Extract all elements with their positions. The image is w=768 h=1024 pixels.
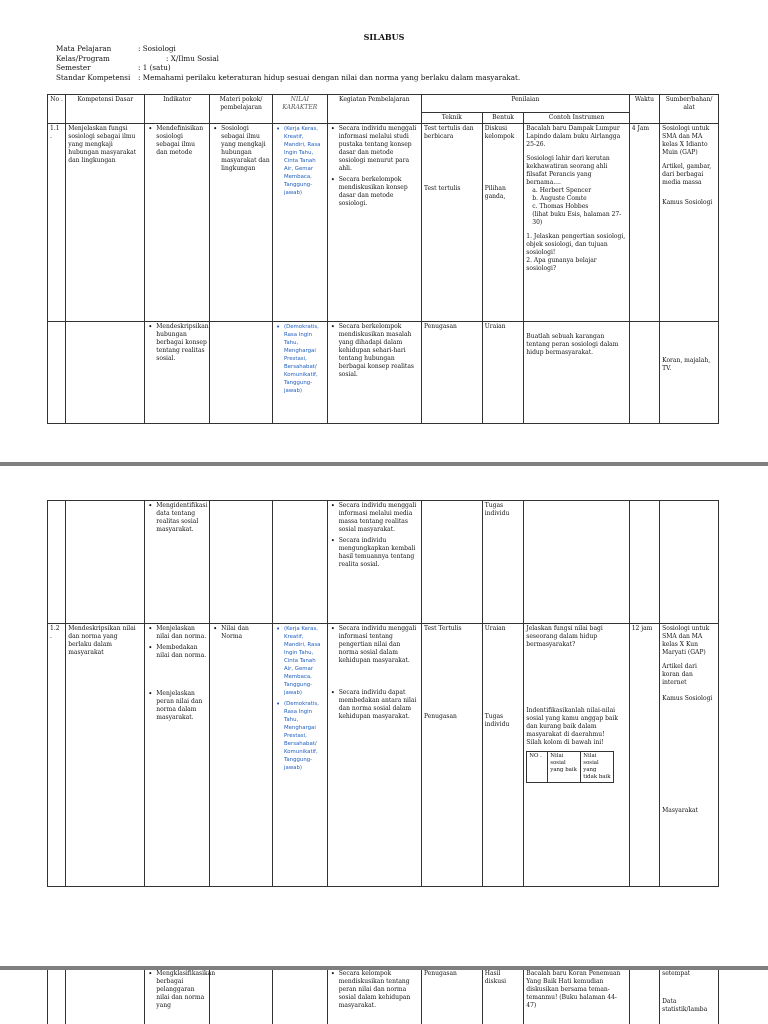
meta-label: Mata Pelajaran <box>56 44 112 53</box>
instrumen-text: Bacalah baru Dampak Lumpur Lapindo dalam buku Airlangga 25-26. <box>526 125 621 148</box>
meta-value: : 1 (satu) <box>138 63 171 73</box>
instrumen-text: (lihat buku Esis, halaman 27-30) <box>532 211 622 226</box>
instrumen-text: 1. Jelaskan pengertian sosiologi, objek sosiologi, dan tujuan sosiologi! <box>526 233 626 256</box>
header-instrumen: Contoh Instrumen <box>524 113 629 124</box>
instrumen-text: Buatlah sebuah karangan tentang peran sosiologi dalam hidup bermasyarakat. <box>526 333 619 356</box>
karakter-item: • (Kerja Keras, Kreatif, Mandiri, Rasa Ingin Tahu, Cinta Tanah Air, Gemar Membaca, Tanggung-jawab) <box>284 125 325 197</box>
kegiatan-item: • Secara individu mengungkapkan kembali hasil temuannya tentang realita sosial. <box>339 537 419 569</box>
indikator-item: • Menjelaskan nilai dan norma. <box>156 625 207 641</box>
nilai-table-header: Nilai sosial yang baik <box>548 752 581 783</box>
option-item: b. Auguste Comte <box>532 195 587 202</box>
meta-value: : Sosiologi <box>138 44 176 53</box>
nilai-table-header: NO . <box>527 752 548 783</box>
row-number: 1.2 . <box>48 624 66 887</box>
teknik-text: Penugasan <box>421 970 482 1024</box>
teknik-text: Penugasan <box>421 322 482 424</box>
option-item: c. Thomas Hobbes <box>532 203 589 210</box>
header-penilaian: Penilaian <box>421 95 629 113</box>
teknik-text: Test tertulis dan berbicara <box>423 125 474 140</box>
kegiatan-item: • Secara kelompok mendiskusikan tentang peran nilai dan norma sosial dalam kehidupan masyarakat. <box>339 970 419 1010</box>
page-2 <box>0 466 768 966</box>
meta-label: Kelas/Program <box>56 53 110 63</box>
document-title: SILABUS <box>363 32 405 42</box>
header-sumber: Sumber/bahan/ alat <box>660 95 719 124</box>
meta-label: Semester <box>56 63 91 73</box>
indikator-item: • Membedakan nilai dan norma. <box>156 644 207 660</box>
sumber-text: Data statistik/lamba <box>662 998 708 1013</box>
kegiatan-item: • Secara individu menggali informasi melalui media massa tentang realitas sosial masyarakat. <box>339 502 419 534</box>
sumber-text: Kamus Sosiologi <box>662 695 713 702</box>
meta-label: Standar Kompetensi <box>56 72 131 82</box>
kompetensi-dasar: Menjelaskan fungsi sosiologi sebagai ilmu yang mengkaji hubungan masyarakat dan lingkungan <box>66 124 145 322</box>
kompetensi-dasar: Mendeskripsikan nilai dan norma yang berlaku dalam masyarakat <box>66 624 145 887</box>
header-materi: Materi pokok/ pembelajaran <box>210 95 273 124</box>
waktu-text: 4 Jam <box>629 124 659 322</box>
header-karakter: NILAI KARAKTER <box>272 95 327 124</box>
nilai-table-header: Nilai sosial yang tidak baik <box>581 752 614 783</box>
kegiatan-item: • Secara individu menggali informasi tentang pengertian nilai dan norma sosial dalam kehidupan masyarakat. <box>339 625 419 665</box>
karakter-item: • (Kerja Keras, Kreatif, Mandiri, Rasa Ingin Tahu, Cinta Tanah Air, Gemar Membaca, Tanggung-jawab) <box>284 625 325 697</box>
meta-value: : Memahami perilaku keteraturan hidup sesuai dengan nilai dan norma yang berlaku dalam masyarakat. <box>138 72 521 82</box>
sumber-text: Artikel dari koran dan internet <box>662 663 697 686</box>
indikator-item: • Mengidentifikasi data tentang realitas sosial masyarakat. <box>156 502 207 534</box>
bentuk-text: Uraian <box>482 322 524 424</box>
indikator-item: • Mendeskripsikan hubungan berbagai konsep tentang realitas sosial. <box>156 323 207 363</box>
indikator-item: • Mengklasifikasikan berbagai pelanggaran nilai dan norma yang <box>156 970 207 1010</box>
kegiatan-item: • Secara berkelompok mendiskusikan masalah yang dihadapi dalam kehidupan sehari-hari tentang hubungan berbagai konsep realitas sosial. <box>339 323 419 379</box>
instrumen-text: Bacalah baru Koran Penemuan Yang Baik Hati kemudian diskusikan bersama teman-temanmu! (Buku halaman 44-47) <box>524 970 629 1024</box>
sumber-text: Artikel, gambar, dari berbagai media massa <box>662 163 712 186</box>
instrumen-text: 2. Apa gunanya belajar sosiologi? <box>526 257 597 272</box>
kegiatan-item: • Secara individu dapat membedakan antara nilai dan norma sosial dalam kehidupan masyarakat. <box>339 689 419 721</box>
karakter-item: • (Demokratis, Rasa Ingin Tahu, Menghargai Prestasi, Bersahabat/ Komunikatif, Tanggung-jawab) <box>284 323 325 395</box>
instrumen-text: Sosiologi lahir dari kerutan kekhawatiran seorang ahli filsafat Perancis yang bernama.... <box>526 155 610 186</box>
teknik-text: Penugasan <box>423 713 457 720</box>
bentuk-text: Tugas individu <box>484 713 510 728</box>
bentuk-text: Hasil diskusi <box>482 970 524 1024</box>
bentuk-text: Uraian <box>484 625 506 632</box>
kegiatan-item: • Secara individu menggali informasi melalui studi pustaka tentang konsep dasar dan metode sosiologi menurut para ahli. <box>339 125 419 173</box>
meta-value: : X/Ilmu Sosial <box>166 53 219 63</box>
teknik-text: Test Tertulis <box>423 625 462 632</box>
nilai-sosial-table <box>526 751 614 783</box>
instrumen-text: Indentifikasikanlah nilai-nilai sosial yang kamu anggap baik dan kurang baik dalam masyarakat di daerahmu! <box>526 707 619 738</box>
header-bentuk: Bentuk <box>482 113 524 124</box>
header-indikator: Indikator <box>145 95 210 124</box>
karakter-item: • (Demokratis, Rasa Ingin Tahu, Menghargai Prestasi, Bersahabat/ Komunikatif, Tanggung-jawab) <box>284 700 325 772</box>
row-number: 1.1 . <box>48 124 66 322</box>
header-kompetensi: Kompetensi Dasar <box>66 95 145 124</box>
header-no: No . <box>48 95 66 124</box>
materi-item: • Nilai dan Norma <box>221 625 270 641</box>
sumber-text: setempat <box>662 970 691 977</box>
indikator-item: • Mendefinisikan sosiologi sebagai ilmu dan metode <box>156 125 207 157</box>
syllabus-table <box>47 94 719 424</box>
header-teknik: Teknik <box>421 113 482 124</box>
bentuk-text: Pilihan ganda, <box>484 185 506 200</box>
materi-item: • Sosiologi sebagai ilmu yang mengkaji hubungan masyarakat dan lingkungan <box>221 125 270 173</box>
instrumen-text: Silah kolom di bawah ini! <box>526 739 604 746</box>
sumber-text: Masyarakat <box>662 807 698 814</box>
page-3 <box>0 970 768 1024</box>
page-1 <box>0 0 768 462</box>
waktu-text: 12 jam <box>629 624 659 887</box>
teknik-text: Test tertulis <box>423 185 461 192</box>
header-kegiatan: Kegiatan Pembelajaran <box>327 95 421 124</box>
indikator-item: • Menjelaskan peran nilai dan norma dalam masyarakat. <box>156 690 207 722</box>
sumber-text: Sosiologi untuk SMA dan MA kelas X Idianto Muin (GAP) <box>662 125 710 156</box>
bentuk-text: Diskusi kelompok <box>484 125 515 140</box>
kegiatan-item: • Secara berkelompok mendiskusikan konsep dasar dan metode sosiologi. <box>339 176 419 208</box>
option-item: a. Herbert Spencer <box>532 187 592 194</box>
sumber-text: Sosiologi untuk SMA dan MA kelas X Kun Maryati (GAP) <box>662 625 710 656</box>
bentuk-text: Tugas individu <box>482 501 524 624</box>
header-waktu: Waktu <box>629 95 659 124</box>
syllabus-table-continued-2 <box>47 970 719 1024</box>
sumber-text: Kamus Sosiologi <box>662 199 713 206</box>
sumber-text: Koran, majalah, TV. <box>662 357 711 372</box>
instrumen-text: Jelaskan fungsi nilai bagi seseorang dalam hidup bermasyarakat? <box>526 625 603 648</box>
syllabus-table-continued <box>47 500 719 887</box>
